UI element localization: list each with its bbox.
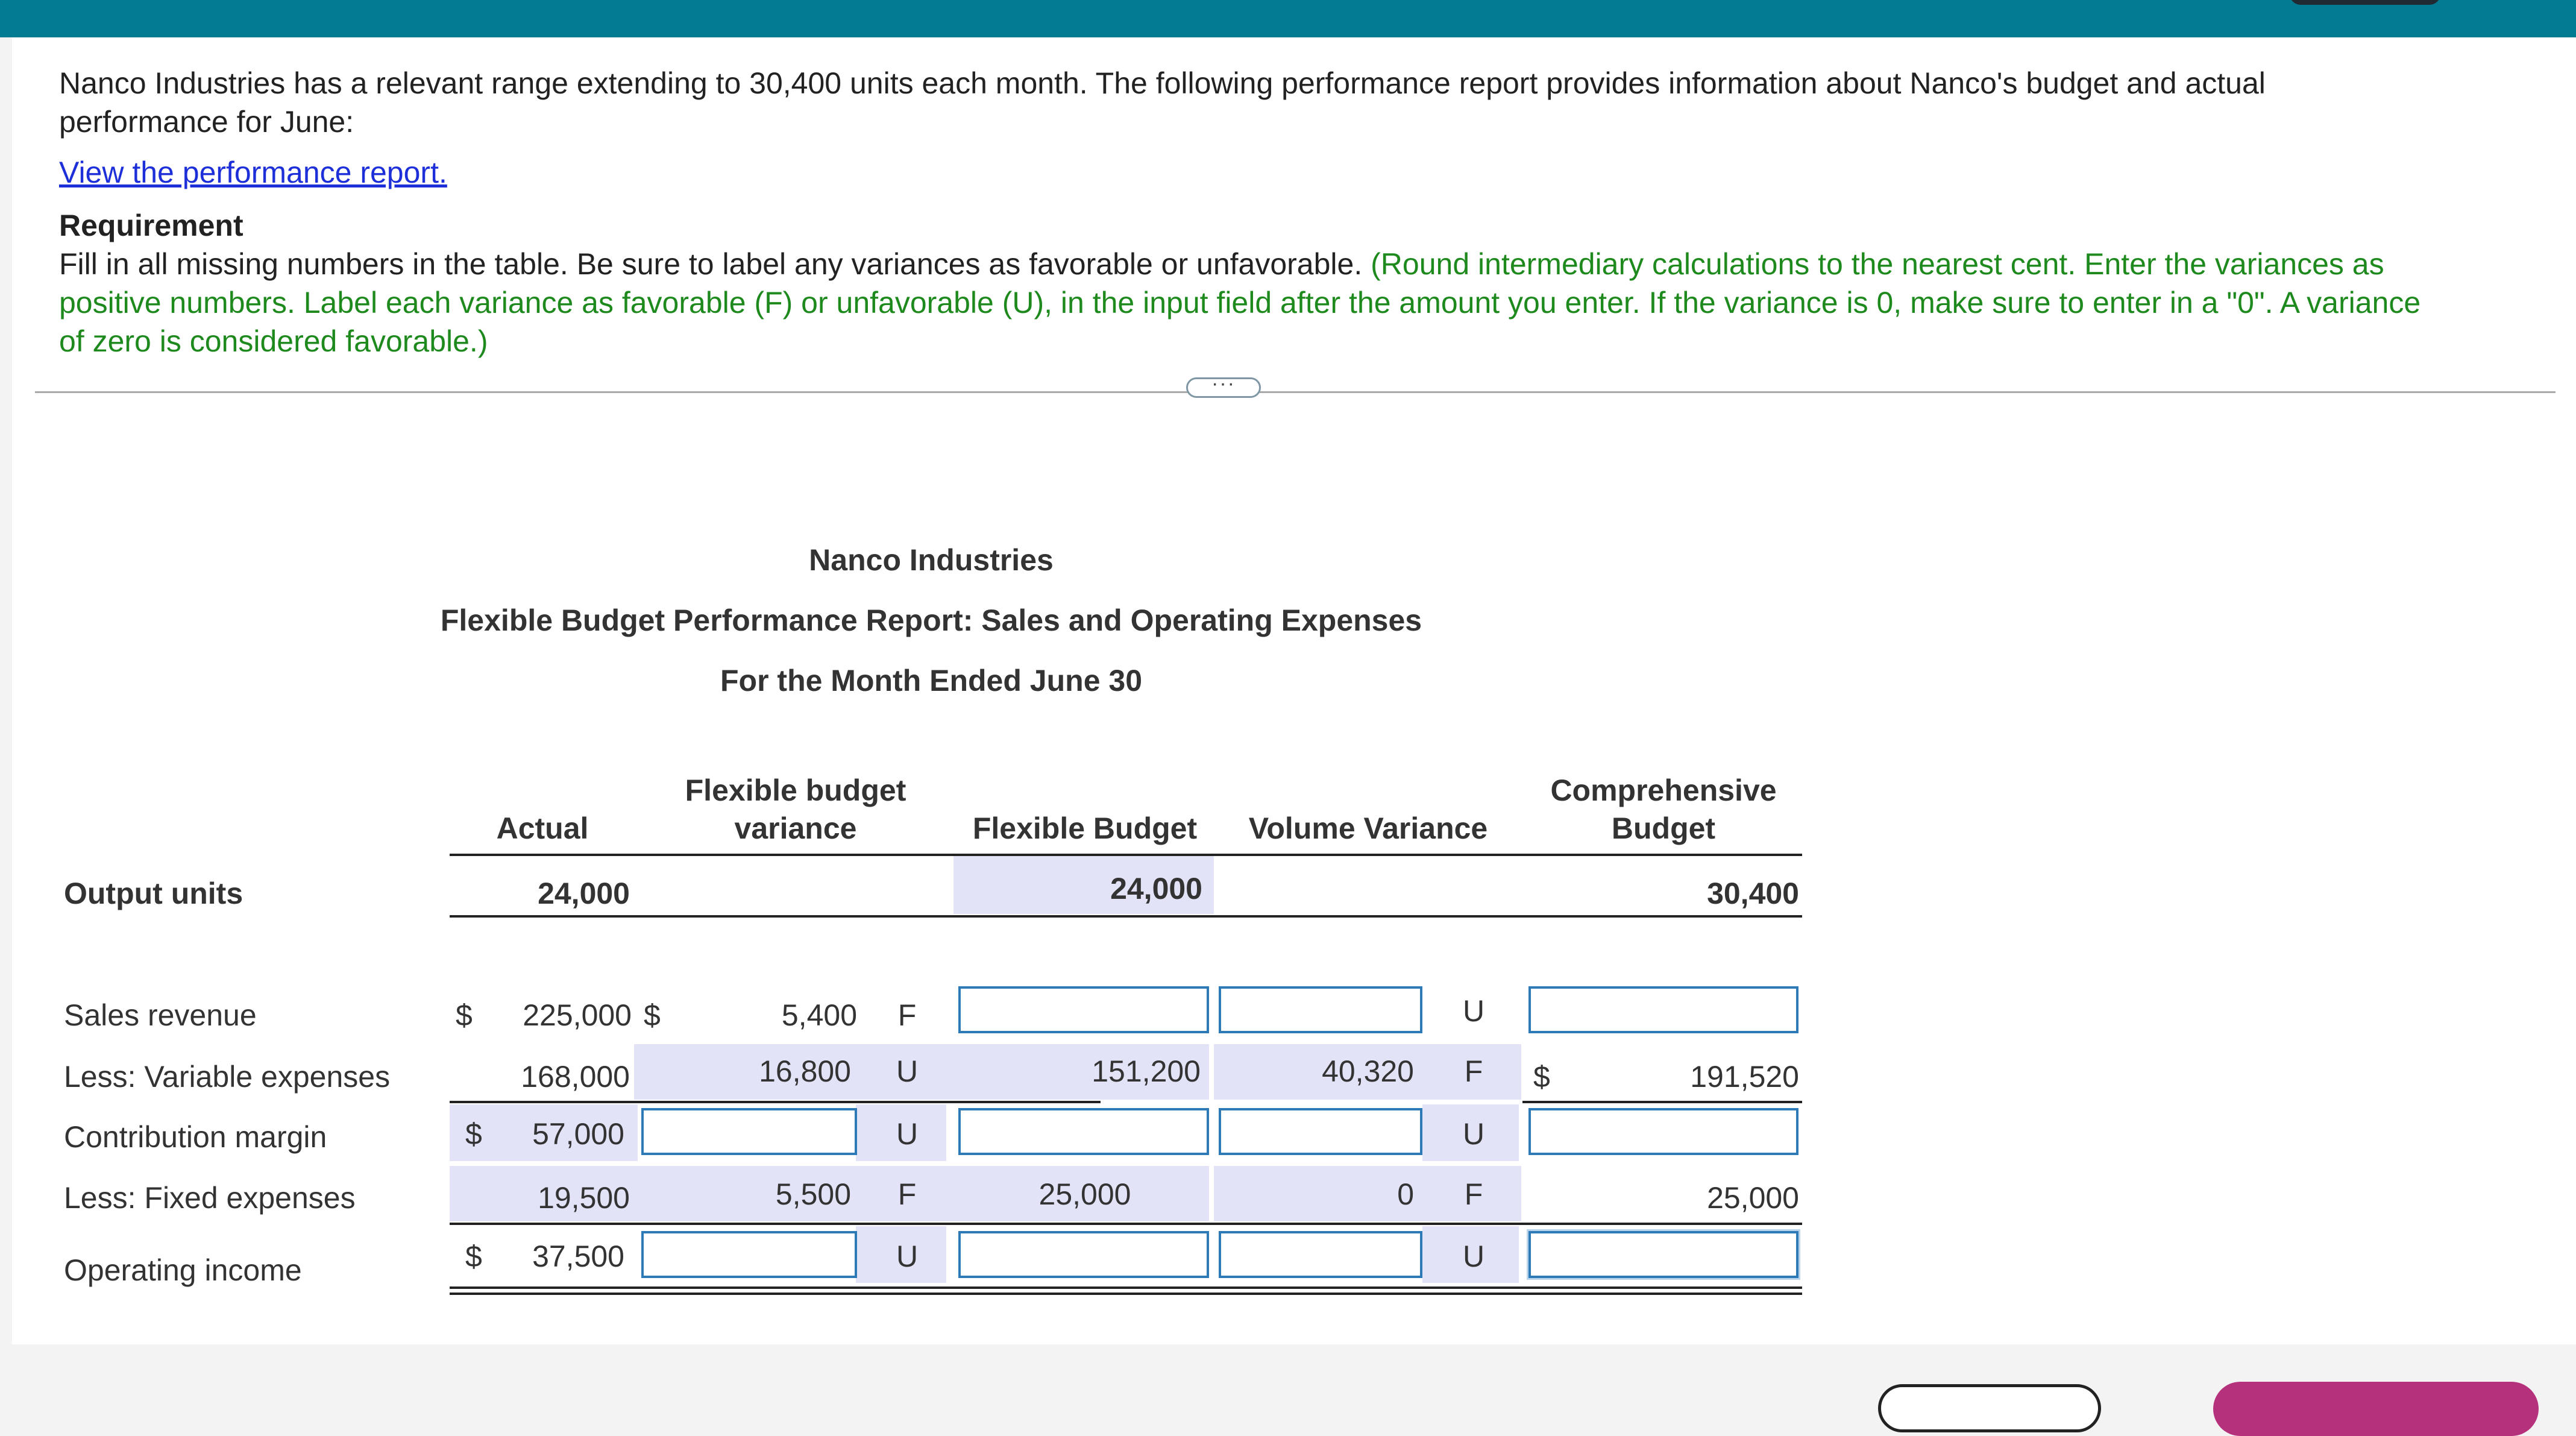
more-icon: ···: [1211, 372, 1236, 395]
requirement-body: Fill in all missing numbers in the table. Be sure to label any variances as favorable or unfavorable.: [59, 247, 1363, 281]
contribution-actual: 57,000: [532, 1117, 624, 1151]
footer-secondary-button[interactable]: [1878, 1384, 2101, 1432]
fixed-flex-var-label: F: [897, 1177, 917, 1211]
sales-flex-var-label: F: [897, 998, 917, 1032]
header-comp-line-1: Comprehensive: [1550, 773, 1777, 807]
operating-label: Operating income: [64, 1253, 302, 1287]
contribution-label: Contribution margin: [64, 1120, 327, 1154]
requirement-text: [59, 245, 2384, 283]
sales-actual: 225,000: [523, 998, 632, 1032]
sales-comprehensive-input[interactable]: [1528, 986, 1798, 1033]
operating-double-rule-2: [450, 1293, 1802, 1295]
output-units-comprehensive: 30,400: [1707, 877, 1799, 910]
header-volume-variance: Volume Variance: [1248, 811, 1488, 845]
fixed-volume-var: 0: [1397, 1177, 1414, 1211]
contribution-volume-var-label: U: [1462, 1117, 1485, 1151]
output-units-flex-budget: 24,000: [1110, 872, 1202, 905]
operating-actual: 37,500: [532, 1239, 624, 1273]
sales-flex-var: 5,400: [781, 998, 857, 1032]
contribution-volume-var-input[interactable]: [1219, 1108, 1422, 1155]
more-options-button[interactable]: [1186, 372, 1261, 398]
variable-actual: 168,000: [521, 1060, 630, 1094]
header-comprehensive-budget: [1519, 772, 1808, 848]
output-units-actual: 24,000: [538, 877, 630, 910]
variable-flex-var-label: U: [896, 1054, 919, 1088]
header-flex-var-line-1: Flexible budget: [685, 773, 906, 807]
variable-volume-var: 40,320: [1322, 1054, 1414, 1088]
variable-rule-right: [1522, 1101, 1802, 1103]
variable-comp-dollar: $: [1533, 1060, 1550, 1094]
instruction-line-1: (Round intermediary calculations to the nearest cent. Enter the variances as: [1371, 247, 2384, 281]
operating-volume-var-input[interactable]: [1219, 1231, 1422, 1278]
operating-dollar-actual: $: [465, 1239, 482, 1273]
sales-label: Sales revenue: [64, 998, 257, 1032]
sales-dollar-actual: $: [456, 998, 473, 1032]
contribution-flex-budget-input[interactable]: [958, 1108, 1209, 1155]
variable-rule-left: [450, 1101, 1101, 1103]
header-actual: Actual: [496, 811, 589, 845]
operating-volume-var-label: U: [1462, 1239, 1485, 1273]
sales-volume-var-label: U: [1462, 994, 1485, 1028]
fixed-flex-budget: 25,000: [1038, 1177, 1131, 1211]
contribution-flex-var-label: U: [896, 1117, 919, 1151]
fixed-actual: 19,500: [538, 1181, 630, 1215]
top-bar-button[interactable]: [2290, 0, 2440, 5]
sales-volume-var-input[interactable]: [1219, 986, 1422, 1033]
operating-comprehensive-input[interactable]: [1528, 1231, 1798, 1278]
fixed-label: Less: Fixed expenses: [64, 1181, 356, 1215]
sales-flex-budget-input[interactable]: [958, 986, 1209, 1033]
view-performance-report-link[interactable]: View the performance report.: [59, 156, 447, 189]
variable-comprehensive: 191,520: [1690, 1060, 1799, 1094]
contribution-comprehensive-input[interactable]: [1528, 1108, 1798, 1155]
output-units-label: Output units: [64, 877, 243, 910]
contribution-flex-var-input[interactable]: [641, 1108, 857, 1155]
footer-primary-button[interactable]: [2213, 1382, 2539, 1436]
contribution-dollar-actual: $: [465, 1117, 482, 1151]
fixed-rule: [450, 1223, 1802, 1225]
operating-flex-budget-input[interactable]: [958, 1231, 1209, 1278]
report-period: For the Month Ended June 30: [720, 664, 1143, 698]
problem-intro-line-2: performance for June:: [59, 105, 354, 139]
fixed-flex-var: 5,500: [775, 1177, 851, 1211]
report-company: Nanco Industries: [809, 543, 1054, 577]
section-divider: [35, 391, 2556, 393]
report-title: Flexible Budget Performance Report: Sales and Operating Expenses: [440, 603, 1422, 637]
variable-volume-var-label: F: [1464, 1054, 1483, 1088]
header-flexible-budget: Flexible Budget: [972, 811, 1198, 845]
instruction-line-3: of zero is considered favorable.): [59, 324, 488, 358]
requirement-heading: Requirement: [59, 209, 243, 242]
header-comp-line-2: Budget: [1611, 811, 1716, 845]
variable-flex-budget: 151,200: [1092, 1054, 1201, 1088]
header-flex-var-line-2: variance: [734, 811, 857, 845]
operating-flex-var-input[interactable]: [641, 1231, 857, 1278]
operating-flex-var-label: U: [896, 1239, 919, 1273]
problem-intro-line-1: Nanco Industries has a relevant range extending to 30,400 units each month. The following performance report provides information about Nanco's budget and actual: [59, 66, 2266, 100]
fixed-comprehensive: 25,000: [1707, 1181, 1799, 1215]
header-flexible-budget-variance: [639, 772, 952, 848]
output-units-rule: [450, 915, 1802, 918]
fixed-volume-var-label: F: [1464, 1177, 1483, 1211]
variable-label: Less: Variable expenses: [64, 1060, 391, 1094]
instruction-line-2: positive numbers. Label each variance as favorable (F) or unfavorable (U), in the input field after the amount you enter. If the variance is 0, make sure to enter in a "0". A variance: [59, 286, 2421, 320]
variable-flex-var: 16,800: [759, 1054, 851, 1088]
top-bar: [0, 0, 2576, 37]
sales-dollar-flex-var: $: [644, 998, 661, 1032]
operating-double-rule-1: [450, 1286, 1802, 1289]
